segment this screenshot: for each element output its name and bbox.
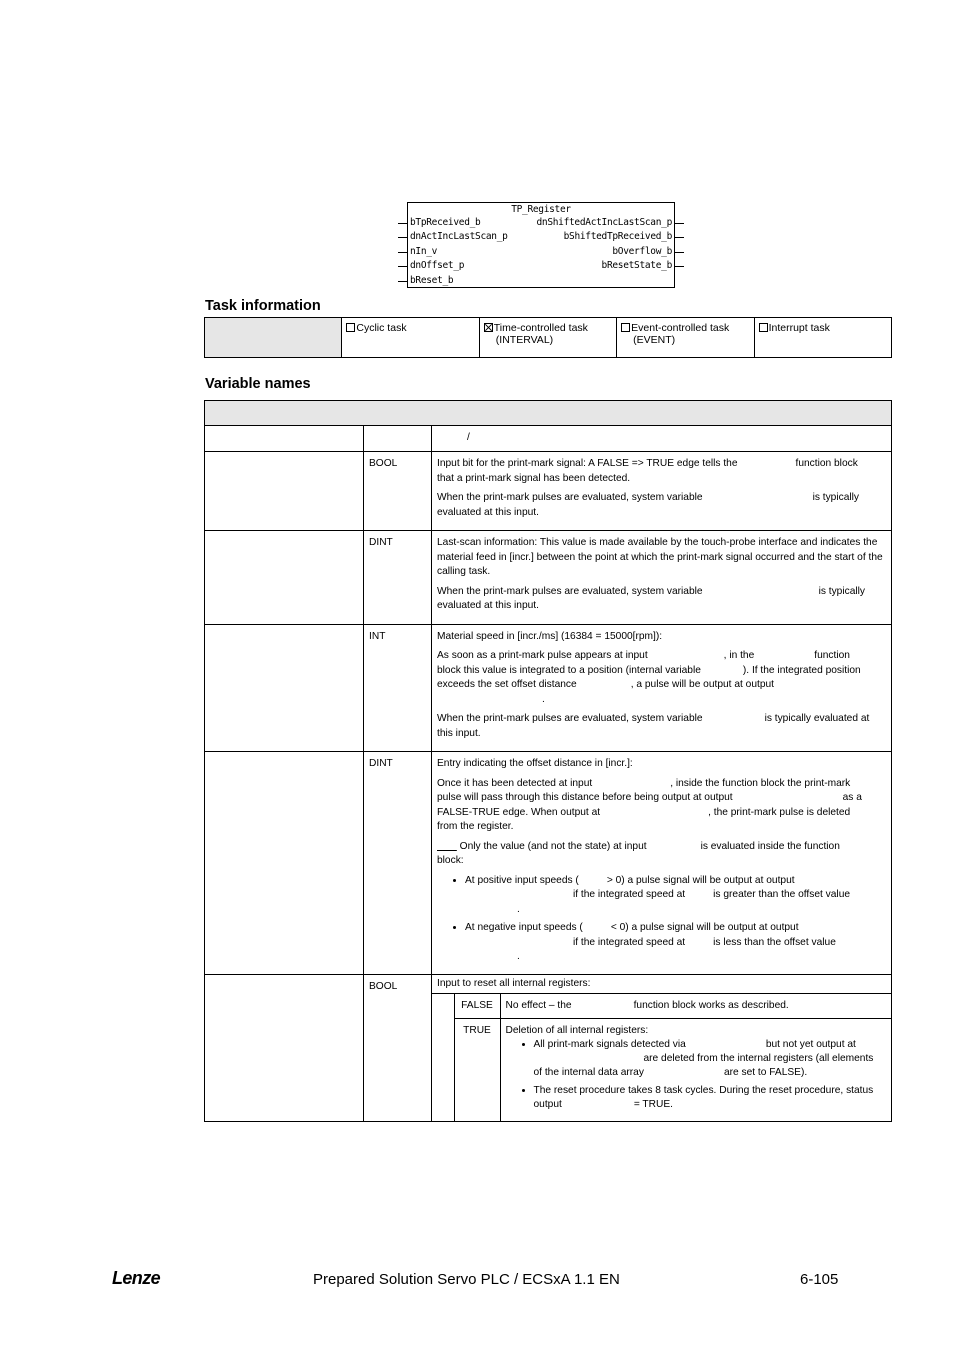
fb-input-pin: dnOffset_p <box>410 260 465 271</box>
fb-input-pin: bTpReceived_b <box>410 217 481 228</box>
table-row <box>205 624 892 752</box>
pin-line <box>398 252 407 253</box>
fb-output-pin: bResetState_b <box>601 260 672 271</box>
data-type: BOOL <box>364 974 432 1122</box>
fb-output-pin: bOverflow_b <box>612 246 672 257</box>
task-information-heading: Task information <box>205 298 321 314</box>
description: Input bit for the print-mark signal: A FALSE => TRUE edge tells the function block that a print-mark signal has been detected. When the print-mark pulses are evaluated, system variable is typically evaluated at this input. <box>432 452 892 531</box>
pin-line <box>675 237 684 238</box>
pin-line <box>398 266 407 267</box>
table-row <box>205 974 892 1122</box>
checkbox-empty-icon <box>759 323 768 332</box>
table-row <box>205 452 892 531</box>
task-cyclic: Cyclic task <box>342 318 479 358</box>
value-false-description: No effect – the function block works as described. <box>500 994 891 1019</box>
description: Input to reset all internal registers: FALSE No effect – the function block works as described. TRUE Deletion of all internal registers: • All print-mark signals detected via but not yet output at are deleted from the internal registers (all elements of the internal data array are set to FALSE). • The reset procedure takes 8 task cycles. During the reset procedure, status output = TRUE. <box>432 974 892 1122</box>
column-header: / <box>432 426 892 452</box>
variables-table <box>204 400 892 1122</box>
data-type: INT <box>364 624 432 752</box>
table-row <box>205 752 892 975</box>
task-interrupt: Interrupt task <box>754 318 891 358</box>
task-information-table <box>204 317 892 358</box>
checkbox-checked-icon <box>484 323 493 332</box>
description: Material speed in [incr./ms] (16384 = 15000[rpm]): As soon as a print-mark pulse appears at input , in the function block this value is integrated to a position (internal variable ). If the integrated position exceeds the set offset distance , a pulse will be output at output . When the print-mark pulses are evaluated, system variable is typically evaluated at this input. <box>432 624 892 752</box>
fb-output-pin: bShiftedTpReceived_b <box>563 231 672 242</box>
fb-input-pin: bReset_b <box>410 275 454 286</box>
fb-output-pin: dnShiftedActIncLastScan_p <box>536 217 672 228</box>
data-type: BOOL <box>364 452 432 531</box>
pin-line <box>675 252 684 253</box>
footer-title: Prepared Solution Servo PLC / ECSxA 1.1 EN <box>313 1271 620 1288</box>
value-true-description: Deletion of all internal registers: • All print-mark signals detected via but not yet output at are deleted from the internal registers (all elements of the internal data array are set to FALSE). • The reset procedure takes 8 task cycles. During the reset procedure, status output = TRUE. <box>500 1019 891 1122</box>
variable-names-heading: Variable names <box>205 376 311 392</box>
task-event-controlled: Event-controlled task (EVENT) <box>617 318 754 358</box>
checkbox-empty-icon <box>346 323 355 332</box>
table-header-band <box>205 401 892 426</box>
pin-line <box>398 281 407 282</box>
task-label-cell <box>205 318 342 358</box>
fb-input-pin: nIn_v <box>410 246 438 257</box>
pin-line <box>398 237 407 238</box>
value-true: TRUE <box>454 1019 500 1122</box>
value-false: FALSE <box>454 994 500 1019</box>
description: Entry indicating the offset distance in [incr.]: Once it has been detected at input , inside the function block the print-mark pulse will pass through this distance before being output at output as a FALSE-TRUE edge. When output at , the print-mark pulse is deleted from the register. Only the value (and not the state) at input is evaluated inside the function block: • At positive input speeds ( > 0) a pulse signal will be output at output if the integrated speed at is greater than the offset value . • At negative input speeds ( < 0) a pulse signal will be output at output if the integrated speed at is less than the offset value . <box>432 752 892 975</box>
pin-line <box>398 223 407 224</box>
pin-line <box>675 223 684 224</box>
fb-input-pin: dnActIncLastScan_p <box>410 231 508 242</box>
table-row <box>205 531 892 625</box>
pin-line <box>675 266 684 267</box>
task-time-controlled: Time-controlled task (INTERVAL) <box>479 318 616 358</box>
page-number: 6-105 <box>800 1271 839 1288</box>
lenze-logo: Lenze <box>112 1268 161 1288</box>
function-block-diagram <box>407 202 675 288</box>
description: Last-scan information: This value is made available by the touch-probe interface and indicates the material feed in [incr.] between the point at which the print-mark signal occurred and the start of the calling task. When the print-mark pulses are evaluated, system variable is typically evaluated at this input. <box>432 531 892 625</box>
data-type: DINT <box>364 531 432 625</box>
checkbox-empty-icon <box>621 323 630 332</box>
data-type: DINT <box>364 752 432 975</box>
function-block-name: TP_Register <box>511 204 571 215</box>
reset-values-table <box>432 993 891 1121</box>
